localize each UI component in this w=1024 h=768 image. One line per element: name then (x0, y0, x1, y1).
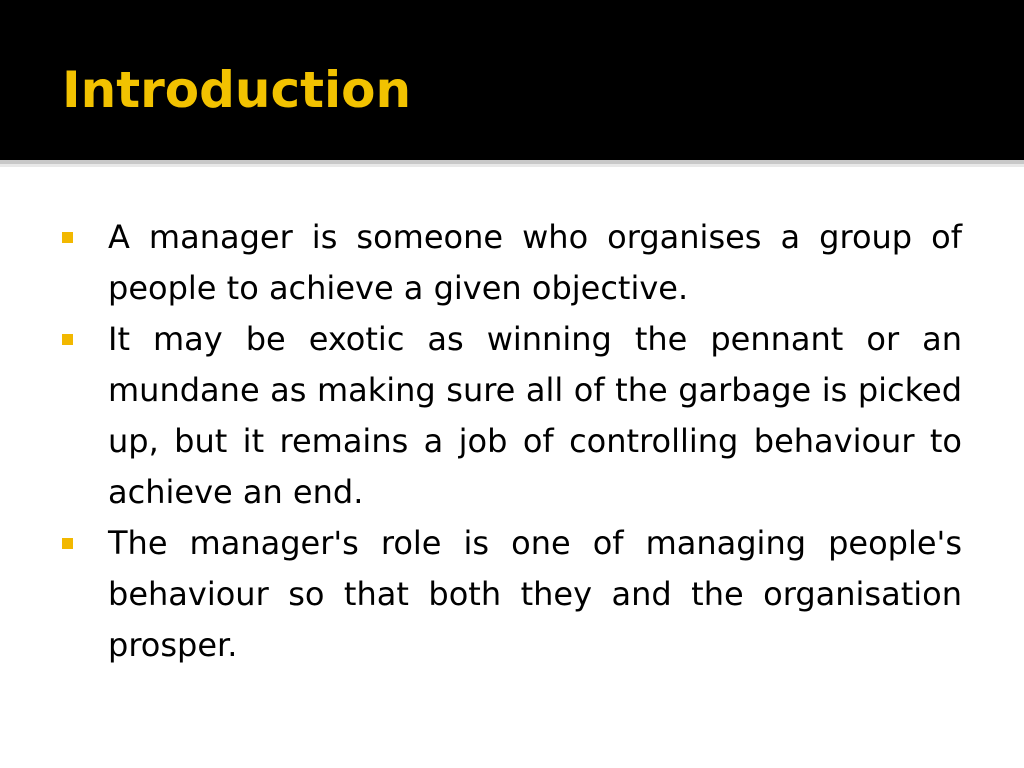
bullet-text: The manager's role is one of managing people's behaviour so that both they and the organisation prosper. (108, 524, 962, 664)
square-bullet-icon (62, 538, 73, 549)
title-divider-shadow (0, 164, 1024, 167)
bullet-item (58, 314, 962, 518)
bullet-list (58, 212, 962, 671)
square-bullet-icon (62, 232, 73, 243)
title-bar (0, 0, 1024, 160)
bullet-item (58, 212, 962, 314)
slide-title: Introduction (62, 61, 412, 119)
bullet-item (58, 518, 962, 671)
square-bullet-icon (62, 334, 73, 345)
bullet-text: It may be exotic as winning the pennant or an mundane as making sure all of the garbage is picked up, but it remains a job of controlling behaviour to achieve an end. (108, 320, 962, 511)
bullet-text: A manager is someone who organises a group of people to achieve a given objective. (108, 218, 962, 307)
